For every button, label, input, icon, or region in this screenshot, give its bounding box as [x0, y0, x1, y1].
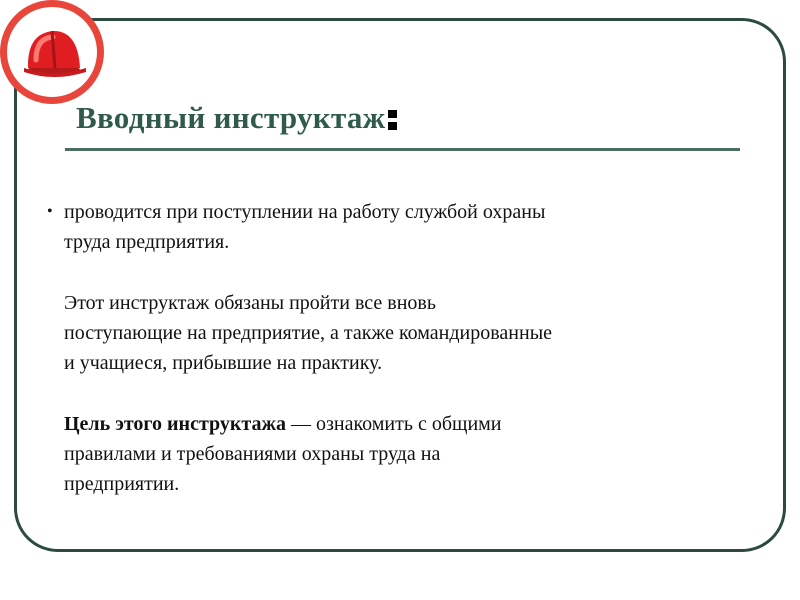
- paragraph-line: правилами и требованиями охраны труда на: [64, 443, 441, 465]
- bullet-text-line: проводится при поступлении на работу службой охраны: [64, 201, 546, 223]
- bullet-text-line: труда предприятия.: [64, 231, 230, 253]
- bullet-item: [47, 197, 744, 257]
- bullet-icon: •: [47, 203, 53, 220]
- paragraph-spacer: [64, 257, 744, 288]
- paragraph-who: [64, 288, 744, 378]
- goal-text: — ознакомить с общими: [285, 413, 502, 435]
- slide-body: [47, 197, 744, 499]
- title-text: Вводный инструктаж: [76, 100, 386, 135]
- helmet-icon: [0, 0, 104, 104]
- paragraph-spacer: [64, 378, 744, 409]
- page-title: [76, 100, 397, 136]
- paragraph-line: [64, 409, 744, 439]
- title-colon-icon: [388, 108, 397, 130]
- goal-term: Цель этого инструктажа: [64, 413, 286, 435]
- paragraph-line: Этот инструктаж обязаны пройти все вновь: [64, 292, 436, 314]
- paragraph-line: предприятии.: [64, 473, 180, 495]
- title-divider: [65, 148, 740, 151]
- paragraph-line: поступающие на предприятие, а также командированные: [64, 322, 553, 344]
- paragraph-line: и учащиеся, прибывшие на практику.: [64, 352, 383, 374]
- paragraph-goal: [64, 409, 744, 499]
